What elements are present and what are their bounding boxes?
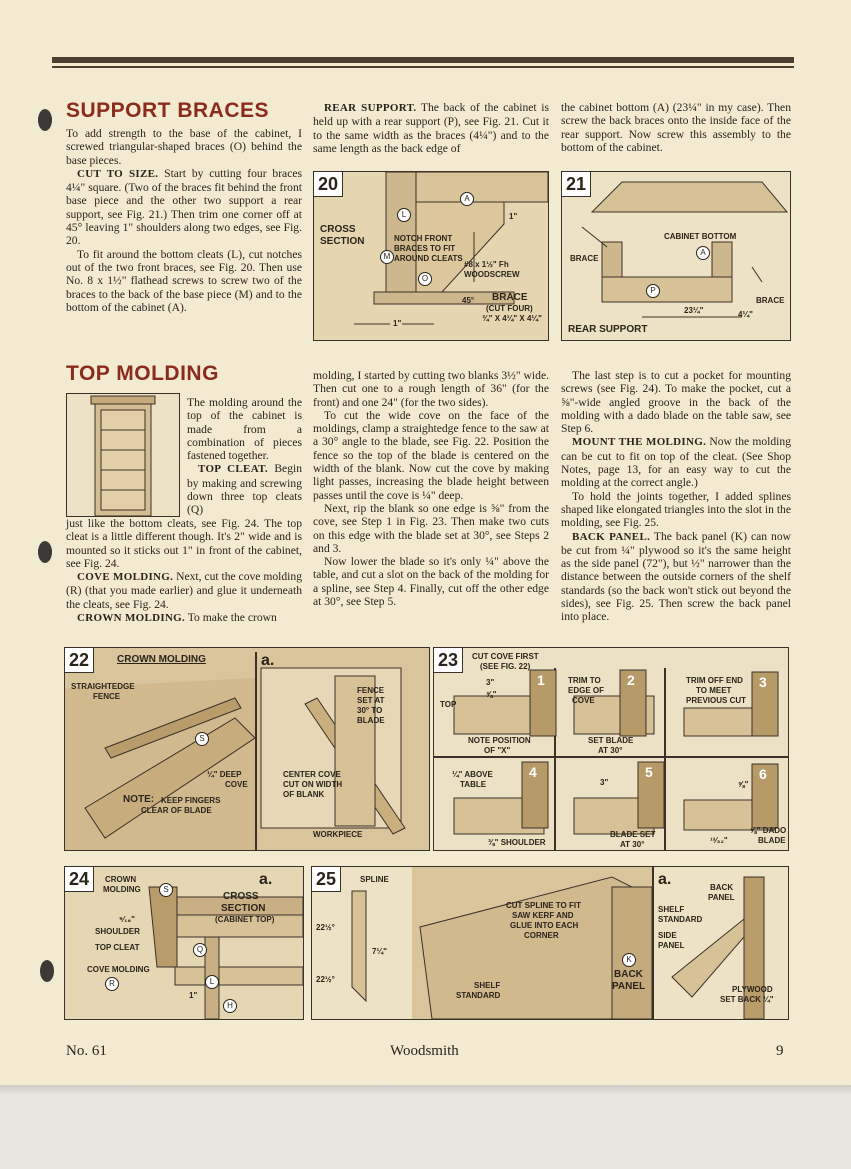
- paragraph: [187, 462, 302, 516]
- run-in-head: CUT TO SIZE.: [77, 167, 159, 180]
- label: TABLE: [460, 780, 487, 789]
- label: BLADE SET: [610, 830, 656, 839]
- label: CROSS: [223, 891, 259, 902]
- label: PANEL: [658, 941, 685, 950]
- label: SECTION: [320, 236, 365, 247]
- run-in-head: REAR SUPPORT.: [324, 102, 417, 114]
- magazine-name: Woodsmith: [390, 1043, 459, 1059]
- label: MOLDING: [103, 885, 141, 894]
- label: WORKPIECE: [313, 830, 363, 839]
- step-number: 3: [759, 674, 767, 690]
- label: ⁹⁄₁₆": [119, 915, 135, 924]
- run-in-head: COVE MOLDING.: [77, 571, 174, 584]
- label: ¹³⁄₃₂": [710, 836, 728, 845]
- part-callout: S: [159, 883, 173, 897]
- step-number: 1: [537, 672, 545, 688]
- label: FENCE: [93, 692, 121, 701]
- label: CROSS: [320, 224, 356, 235]
- label: CUT ON WIDTH: [283, 780, 343, 789]
- label: NOTCH FRONT: [394, 234, 453, 243]
- part-callout: L: [397, 208, 411, 222]
- support-column-2: [313, 101, 549, 155]
- cabinet-drawing: [67, 394, 179, 516]
- paragraph-text: Start by cutting four braces 4¼" square. (Two of the braces fit behind the front base piece and the other two support a rear support, see Fig. 21.) Then trim one corner off at 45° leaving 1" shoulders along two edges, see Fig. 20.: [66, 166, 303, 248]
- part-callout: Q: [193, 943, 207, 957]
- label: 1": [189, 991, 198, 1000]
- label: AROUND CLEATS: [394, 254, 463, 263]
- run-in-head: BACK PANEL.: [572, 530, 651, 543]
- label: CUT SPLINE TO FIT: [506, 901, 581, 910]
- label: CENTER COVE: [283, 770, 341, 779]
- paragraph: [66, 167, 302, 248]
- paragraph-text: Now the molding can be cut to fit on top of the cleat. (See Shop Notes, page 13, for an easy way to cut the molding at the correct angle.): [561, 435, 791, 490]
- label: 1": [509, 212, 518, 221]
- label: ⅝": [738, 780, 749, 789]
- paragraph: just like the bottom cleats, see Fig. 24. The top cleat is a little different though. It's 2" wide and is mounted so it sticks out 1" in front of the cabinet, see Fig. 24.: [66, 517, 302, 570]
- label: COVE MOLDING: [87, 965, 150, 974]
- paragraph: Now lower the blade so it's only ¼" above the table, and cut a slot on the back of the molding for a spline, see Step 4. Finally, cut off the other edge at 30°, see Step 5.: [313, 555, 549, 609]
- support-column-3: [561, 101, 791, 154]
- paragraph: Next, rip the blank so one edge is ⅝" from the cove, see Step 1 in Fig. 23. Then make two cuts on this edge with the blade set at 30°, see Steps 2 and 3.: [313, 501, 549, 555]
- label: CUT COVE FIRST: [472, 652, 539, 661]
- label: BACK: [710, 883, 734, 892]
- label: PREVIOUS CUT: [686, 696, 747, 705]
- label: (CUT FOUR): [486, 304, 533, 313]
- label: SAW KERF AND: [512, 911, 574, 920]
- label: SET BACK ¼": [720, 995, 774, 1004]
- label: 7¼": [372, 947, 387, 956]
- paragraph: [561, 435, 791, 489]
- figure-number: 20: [314, 172, 343, 197]
- label: ¼" ABOVE: [452, 770, 493, 779]
- figure-25: [311, 866, 789, 1020]
- sub-figure-label: a.: [259, 871, 273, 888]
- label: 22½°: [316, 923, 335, 932]
- label: SHELF: [658, 905, 685, 914]
- label: SIDE: [658, 931, 677, 940]
- figure-23: [433, 647, 789, 851]
- label: PANEL: [708, 893, 735, 902]
- top-rule: [52, 57, 794, 63]
- binder-hole: [38, 109, 52, 131]
- paragraph-text: The back of the cabinet is held up with a rear support (P), see Fig. 21. Cut it to the same width as the braces (4¼") and to the same length as the back edge of: [313, 101, 550, 155]
- paragraph: The molding around the top of the cabinet is made from a combination of pieces fastened together.: [187, 396, 302, 463]
- molding-column-2: [313, 369, 549, 608]
- label: (CABINET TOP): [215, 915, 275, 924]
- label: NOTE POSITION: [468, 736, 531, 745]
- page-number: 9: [776, 1043, 784, 1059]
- label: SET AT: [357, 696, 385, 705]
- run-in-head: MOUNT THE MOLDING.: [572, 436, 707, 449]
- heading-top-molding: TOP MOLDING: [66, 362, 219, 385]
- molding-column-1-bottom: [66, 517, 302, 625]
- label: KEEP FINGERS: [161, 796, 221, 805]
- paragraph: To hold the joints together, I added splines shaped like elongated triangles into the slot in the molding, see Fig. 25.: [561, 489, 791, 530]
- label: CABINET BOTTOM: [664, 232, 737, 241]
- label: SECTION: [221, 903, 266, 914]
- run-in-head: CROWN MOLDING.: [77, 612, 186, 625]
- label: AT 30°: [620, 840, 645, 849]
- label: ¼" DEEP: [207, 770, 242, 779]
- step-number: 5: [645, 764, 653, 780]
- label: SHOULDER: [95, 927, 140, 936]
- label: CROWN MOLDING: [117, 654, 206, 665]
- label: (SEE FIG. 22): [480, 662, 531, 671]
- figure-number: 25: [312, 867, 341, 892]
- label: BRACES TO FIT: [394, 244, 456, 253]
- paragraph: The last step is to cut a pocket for mounting screws (see Fig. 24). To make the pocket, cut a ⅝"-wide angled groove in the back of the molding with a dado blade on the table saw, see Step 6.: [561, 369, 791, 436]
- paragraph: To fit around the bottom cleats (L), cut notches out of the two front braces, see Fig. 20. Then use No. 8 x 1½" flathead screws to screw two of the braces to the back of the base piece (M) and to the bottom of the cabinet (A).: [66, 247, 302, 314]
- cabinet-thumbnail: [66, 393, 180, 517]
- label: REAR SUPPORT: [568, 324, 648, 335]
- figure-21: [561, 171, 791, 341]
- label: OF "X": [484, 746, 511, 755]
- label: SPLINE: [360, 875, 389, 884]
- paragraph: [313, 101, 549, 155]
- label: PLYWOOD: [732, 985, 773, 994]
- label: COVE: [572, 696, 595, 705]
- scanner-bed: [0, 1085, 851, 1169]
- run-in-head: TOP CLEAT.: [198, 463, 268, 476]
- label: ¾" X 4¼" X 4¼": [482, 314, 542, 323]
- label: TOP: [440, 700, 457, 709]
- part-callout: A: [460, 192, 474, 206]
- part-callout: A: [696, 246, 710, 260]
- top-rule-thin: [52, 66, 794, 68]
- part-callout: S: [195, 732, 209, 746]
- label: 30° TO: [357, 706, 383, 715]
- paragraph: the cabinet bottom (A) (23¼" in my case). Then screw the back braces onto the inside face of the rear support. Now screw this assembly to the bottom of the cabinet.: [561, 101, 791, 154]
- label: TO MEET: [696, 686, 732, 695]
- label: 1": [393, 319, 402, 328]
- binder-hole: [40, 960, 54, 982]
- label: STANDARD: [658, 915, 703, 924]
- step-number: 4: [529, 764, 537, 780]
- label: PANEL: [612, 981, 646, 992]
- step-number: 6: [759, 766, 767, 782]
- figure-20: [313, 171, 549, 341]
- label: ⅝": [486, 690, 497, 699]
- step-number: 2: [627, 672, 635, 688]
- label: CROWN: [105, 875, 137, 884]
- label: NOTE:: [123, 794, 155, 805]
- label: TRIM TO: [568, 676, 601, 685]
- molding-column-3: [561, 369, 791, 624]
- paragraph-text: To make the crown: [185, 611, 277, 625]
- label: STANDARD: [456, 991, 501, 1000]
- label: BRACE: [492, 292, 528, 303]
- figure-number: 21: [562, 172, 591, 197]
- figure-24: [64, 866, 304, 1020]
- binder-hole: [38, 541, 52, 563]
- label: OF BLANK: [283, 790, 325, 799]
- label: BLADE: [357, 716, 385, 725]
- label: ⅝" DADO: [750, 826, 787, 835]
- label: 3": [486, 678, 495, 687]
- part-callout: K: [622, 953, 636, 967]
- sub-figure-label: a.: [261, 652, 275, 669]
- label: BRACE: [570, 254, 599, 263]
- paragraph: [561, 530, 791, 624]
- label: TOP CLEAT: [95, 943, 140, 952]
- label: #8 x 1½" Fh: [464, 260, 509, 269]
- paragraph: [66, 611, 302, 625]
- label: CLEAR OF BLADE: [141, 806, 212, 815]
- paragraph-text: The back panel (K) can now be cut from ¼" plywood so it's the same height as the side panel (72"), but ½" narrower than the distance between the outside corners of the shelf standards (so the back won't stick out beyond the sides), see Fig. 25. Then screw the back panel into place.: [561, 529, 791, 624]
- figure-number: 24: [65, 867, 94, 892]
- label: CORNER: [524, 931, 559, 940]
- label: ⅜" SHOULDER: [488, 838, 546, 847]
- label: 45°: [462, 296, 475, 305]
- label: FENCE: [357, 686, 385, 695]
- paragraph: molding, I started by cutting two blanks 3½" wide. Then cut one to a rough length of 36" (for the front) and one 24" (for the two sides).: [313, 369, 549, 409]
- paragraph: To add strength to the base of the cabinet, I screwed triangular-shaped braces (O) behind the base pieces.: [66, 127, 302, 167]
- support-column-1: [66, 127, 302, 314]
- paragraph-text: Begin by making and screwing down three top cleats (Q): [187, 462, 303, 517]
- figure-number: 22: [65, 648, 94, 673]
- part-callout: L: [205, 975, 219, 989]
- molding-column-1-top: [187, 396, 302, 517]
- figure-number: 23: [434, 648, 463, 673]
- paragraph-text: Next, cut the cove molding (R) (that you made earlier) and glue it underneath the cleats, see Fig. 24.: [66, 570, 302, 611]
- label: COVE: [225, 780, 248, 789]
- label: 22½°: [316, 975, 335, 984]
- label: BACK: [614, 969, 643, 980]
- label: 23¼": [684, 306, 704, 315]
- part-callout: P: [646, 284, 660, 298]
- part-callout: R: [105, 977, 119, 991]
- label: AT 30°: [598, 746, 623, 755]
- figure-22: [64, 647, 430, 851]
- heading-support-braces: SUPPORT BRACES: [66, 99, 270, 122]
- label: SHELF: [474, 981, 501, 990]
- label: SET BLADE: [588, 736, 634, 745]
- label: STRAIGHTEDGE: [71, 682, 135, 691]
- label: GLUE INTO EACH: [510, 921, 579, 930]
- part-callout: M: [380, 250, 394, 264]
- label: BLADE: [758, 836, 786, 845]
- label: WOODSCREW: [464, 270, 520, 279]
- part-callout: O: [418, 272, 432, 286]
- paragraph: To cut the wide cove on the face of the moldings, clamp a straightedge fence to the saw at a 30° angle to the blade, see Fig. 22. Position the fence so the top of the blade is centered on the width of the blank. Now cut the cove by making light passes, increasing the blade height between passes until the cove is ¼" deep.: [313, 408, 549, 502]
- label: BRACE: [756, 296, 785, 305]
- part-callout: H: [223, 999, 237, 1013]
- label: 4¼": [738, 310, 753, 319]
- label: TRIM OFF END: [686, 676, 743, 685]
- paragraph: [66, 570, 302, 611]
- sub-figure-label: a.: [658, 871, 672, 888]
- label: EDGE OF: [568, 686, 605, 695]
- issue-number: No. 61: [66, 1043, 107, 1059]
- label: 3": [600, 778, 609, 787]
- figure-22-drawing: [65, 648, 429, 850]
